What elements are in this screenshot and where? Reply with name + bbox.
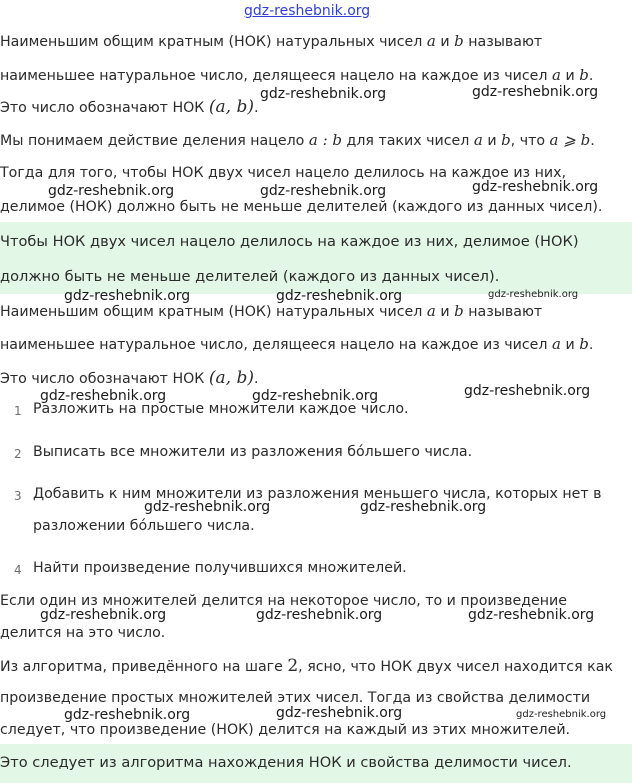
watermark: gdz-reshebnik.org bbox=[252, 388, 379, 404]
watermark: gdz-reshebnik.org bbox=[360, 499, 487, 515]
watermark: gdz-reshebnik.org bbox=[64, 707, 191, 723]
watermark: gdz-reshebnik.org bbox=[276, 705, 403, 721]
watermark: gdz-reshebnik.org bbox=[276, 288, 403, 304]
definition-line-1: Наименьшим общим кратным (НОК) натуральных чисел a и b называют bbox=[0, 32, 543, 50]
lcm-notation: (a, b) bbox=[208, 97, 254, 117]
step-4-text: Найти произведение получившихся множителей. bbox=[33, 560, 407, 576]
watermark: gdz-reshebnik.org bbox=[260, 183, 387, 199]
definition-line-2: наименьшее натуральное число, делящееся нацело на каждое из чисел a и b. bbox=[0, 66, 594, 84]
watermark: gdz-reshebnik.org bbox=[468, 607, 595, 623]
step-4-number: 4 bbox=[14, 563, 22, 577]
step-3-line-1: Добавить к ним множители из разложения меньшего числа, которых нет в bbox=[33, 486, 602, 502]
definition-repeat-line-2: наименьшее натуральное число, делящееся нацело на каждое из чисел a и b. bbox=[0, 335, 594, 353]
property-line-1: Если один из множителей делится на некоторое число, то и произведение bbox=[0, 593, 567, 609]
highlight-1-line-1: Чтобы НОК двух чисел нацело делилось на каждое из них, делимое (НОК) bbox=[0, 233, 579, 250]
watermark: gdz-reshebnik.org bbox=[516, 709, 607, 720]
step-1-number: 1 bbox=[14, 404, 22, 418]
step-2-text: Выписать все множители из разложения бóльшего числа. bbox=[33, 444, 473, 460]
watermark: gdz-reshebnik.org bbox=[472, 84, 599, 100]
property-line-2: делится на это число. bbox=[0, 625, 166, 641]
reasoning-line-1: Тогда для того, чтобы НОК двух чисел нацело делилось на каждое из них, bbox=[0, 165, 567, 181]
watermark: gdz-reshebnik.org bbox=[464, 383, 591, 399]
definition-repeat-line-3: Это число обозначают НОК (a, b). bbox=[0, 368, 259, 388]
watermark: gdz-reshebnik.org bbox=[48, 183, 175, 199]
definition-line-3: Это число обозначают НОК (a, b). bbox=[0, 97, 259, 117]
watermark: gdz-reshebnik.org bbox=[260, 86, 387, 102]
conclusion-line-3: следует, что произведение (НОК) делится на каждый из этих множителей. bbox=[0, 722, 571, 738]
step-3-line-2: разложении бóльшего числа. bbox=[33, 518, 255, 534]
watermark: gdz-reshebnik.org bbox=[40, 607, 167, 623]
watermark-top[interactable]: gdz-reshebnik.org bbox=[244, 3, 371, 19]
var-a: a bbox=[426, 32, 436, 50]
step-2-number: 2 bbox=[14, 447, 22, 461]
watermark: gdz-reshebnik.org bbox=[488, 289, 579, 300]
watermark: gdz-reshebnik.org bbox=[472, 179, 599, 195]
watermark: gdz-reshebnik.org bbox=[64, 288, 191, 304]
conclusion-line-1: Из алгоритма, приведённого на шаге 2, ясно, что НОК двух чисел находится как bbox=[0, 656, 613, 676]
conclusion-line-2: произведение простых множителей этих чисел. Тогда из свойства делимости bbox=[0, 690, 591, 706]
watermark: gdz-reshebnik.org bbox=[256, 607, 383, 623]
step-1-text: Разложить на простые множители каждое число. bbox=[33, 401, 409, 417]
highlight-2-line-1: Это следует из алгоритма нахождения НОК и свойства делимости чисел. bbox=[0, 754, 572, 771]
definition-repeat-line-1: Наименьшим общим кратным (НОК) натуральных чисел a и b называют bbox=[0, 302, 543, 320]
reasoning-line-2: делимое (НОК) должно быть не меньше делителей (каждого из данных чисел). bbox=[0, 199, 603, 215]
step-reference: 2 bbox=[287, 656, 299, 676]
watermark: gdz-reshebnik.org bbox=[40, 388, 167, 404]
highlight-1-line-2: должно быть не меньше делителей (каждого из данных чисел). bbox=[0, 268, 500, 285]
var-b: b bbox=[454, 32, 464, 50]
division-understanding: Мы понимаем действие деления нацело a : b для таких чисел a и b, что a ⩾ b. bbox=[0, 131, 595, 149]
step-3-number: 3 bbox=[14, 489, 22, 503]
watermark: gdz-reshebnik.org bbox=[144, 499, 271, 515]
